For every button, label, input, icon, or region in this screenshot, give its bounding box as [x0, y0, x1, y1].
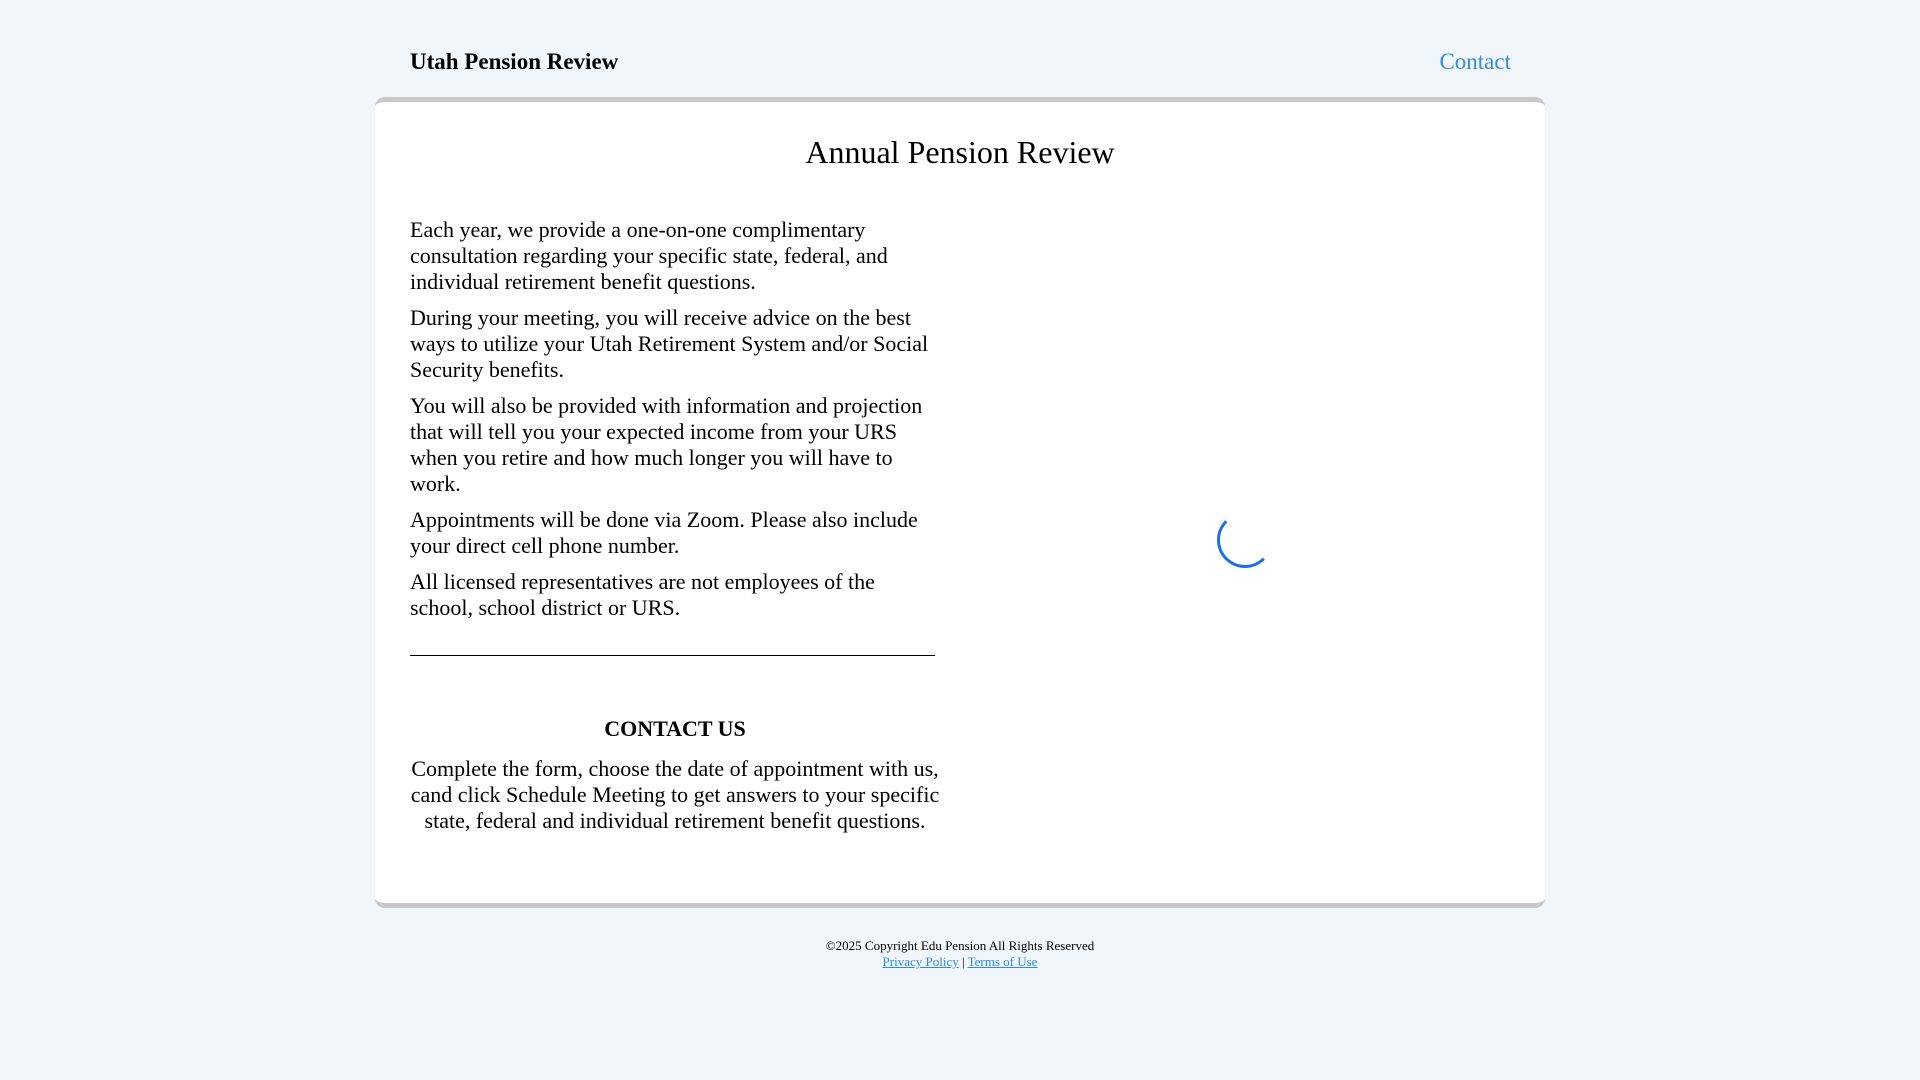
info-paragraph-1: Each year, we provide a one-on-one complimentary consultation regarding your specific state, federal, and individual retirement benefit questions.	[410, 217, 888, 294]
contact-us-text: Complete the form, choose the date of appointment with us, cand click Schedule Meeting to get answers to your specific state, federal and individual retirement benefit questions.	[410, 756, 940, 833]
section-divider	[410, 655, 935, 656]
footer-separator: |	[961, 954, 965, 969]
page-title: Annual Pension Review	[805, 134, 1115, 170]
terms-of-use-link[interactable]: Terms of Use	[967, 954, 1038, 969]
copyright-text: ©2025 Copyright Edu Pension All Rights Reserved	[825, 938, 1095, 953]
loading-spinner-icon	[1217, 512, 1273, 568]
footer-links	[375, 954, 1545, 970]
info-column	[410, 217, 940, 834]
contact-us-heading: CONTACT US	[604, 716, 746, 741]
site-brand[interactable]: Utah Pension Review	[410, 49, 619, 74]
info-paragraph-5: All licensed representatives are not employees of the school, school district or URS.	[410, 569, 875, 620]
info-paragraph-4: Appointments will be done via Zoom. Please also include your direct cell phone number.	[410, 507, 918, 558]
main-card	[375, 97, 1545, 908]
site-footer	[375, 938, 1545, 970]
site-header	[375, 0, 1545, 98]
contact-nav-link[interactable]: Contact	[1439, 49, 1511, 74]
info-paragraph-3: You will also be provided with information and projection that will tell you your expected income from your URS when you retire and how much longer you will have to work.	[410, 393, 923, 496]
privacy-policy-link[interactable]: Privacy Policy	[882, 954, 959, 969]
info-paragraph-2: During your meeting, you will receive advice on the best ways to utilize your Utah Retirement System and/or Social Security benefits.	[410, 305, 929, 382]
